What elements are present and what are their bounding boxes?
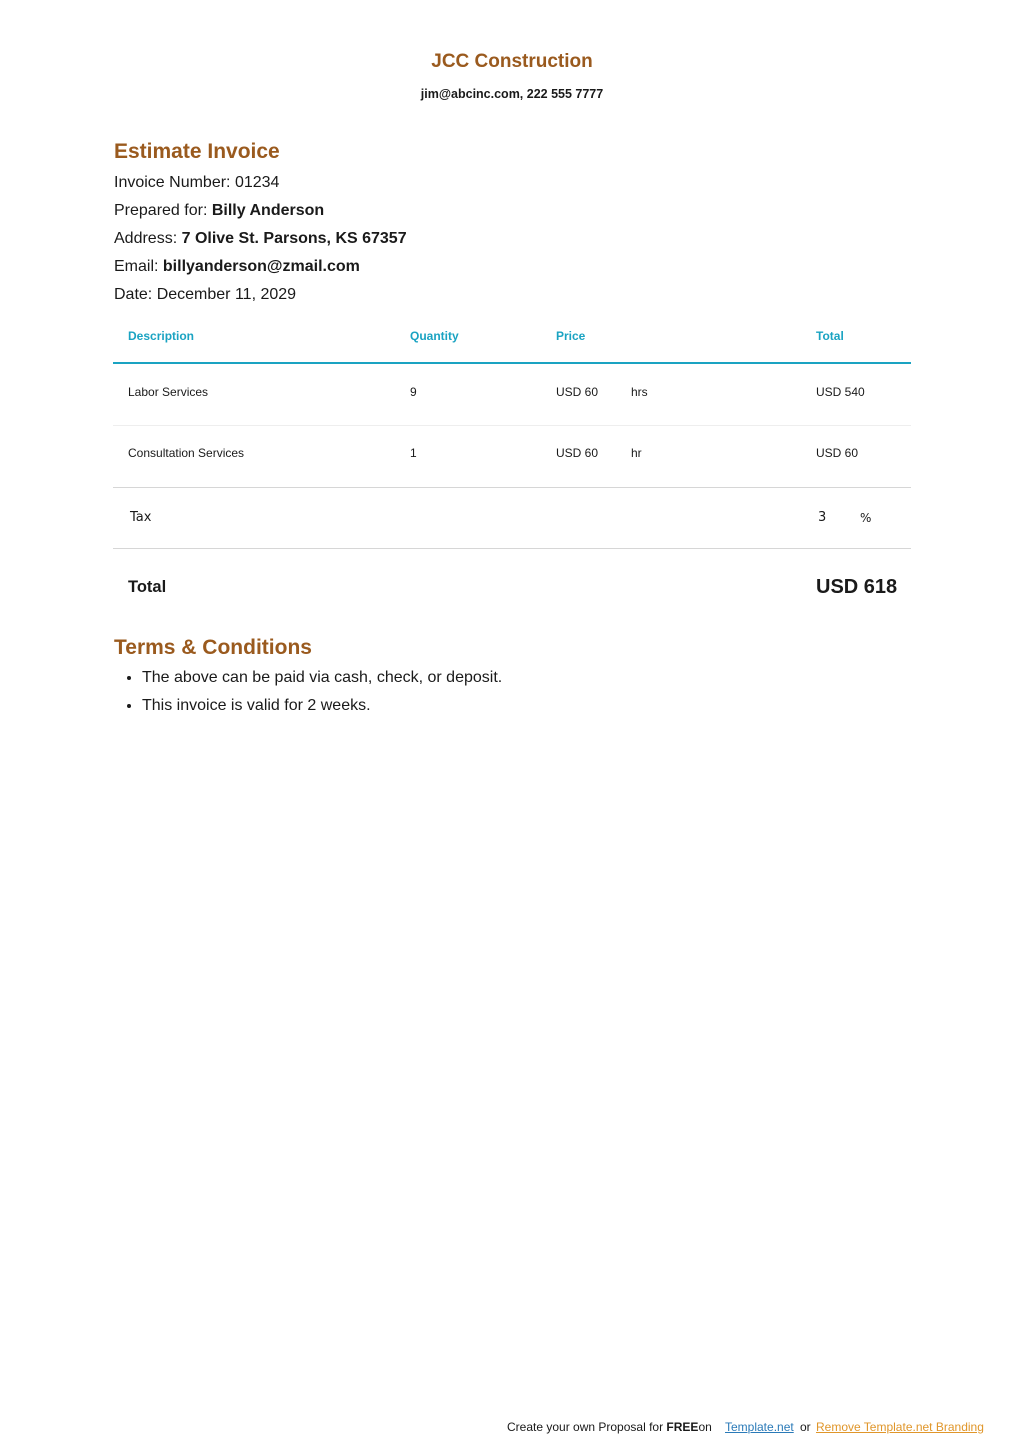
row-divider bbox=[113, 548, 911, 549]
header-total: Total bbox=[816, 329, 844, 343]
email-line bbox=[114, 258, 360, 276]
list-item: • The above can be paid via cash, check, or deposit. bbox=[142, 666, 502, 694]
footer-branding bbox=[507, 1420, 712, 1434]
terms-list bbox=[114, 666, 502, 722]
prepared-for-label: Prepared for: bbox=[114, 202, 208, 219]
row-divider bbox=[113, 487, 911, 488]
invoice-title: Estimate Invoice bbox=[114, 140, 280, 163]
header-divider bbox=[113, 362, 911, 364]
row-description: Consultation Services bbox=[128, 446, 245, 460]
row-unit: hr bbox=[631, 446, 642, 460]
address-label: Address: bbox=[114, 230, 178, 247]
tax-unit: % bbox=[860, 511, 872, 525]
company-contact: jim@abcinc.com, 222 555 7777 bbox=[420, 87, 604, 101]
row-quantity: 9 bbox=[410, 385, 417, 399]
invoice-number-label: Invoice Number: bbox=[114, 174, 231, 191]
footer-prefix: Create your own Proposal for bbox=[507, 1420, 667, 1434]
grand-total-value: USD 618 bbox=[816, 576, 898, 598]
prepared-for-name: Billy Anderson bbox=[211, 202, 325, 219]
address-value: 7 Olive St. Parsons, KS 67357 bbox=[181, 230, 407, 247]
header-quantity: Quantity bbox=[410, 329, 459, 343]
date-value: December 11, 2029 bbox=[156, 286, 297, 303]
row-description: Labor Services bbox=[128, 385, 209, 399]
footer-on: on bbox=[698, 1420, 712, 1434]
terms-title: Terms & Conditions bbox=[114, 636, 312, 659]
email-label: Email: bbox=[114, 258, 159, 275]
template-net-link[interactable]: Template.net bbox=[725, 1420, 794, 1434]
invoice-number-line bbox=[114, 174, 279, 192]
company-name: JCC Construction bbox=[431, 51, 593, 72]
row-price: USD 60 bbox=[556, 385, 599, 399]
date-label: Date: bbox=[114, 286, 153, 303]
list-item: • This invoice is valid for 2 weeks. bbox=[142, 694, 502, 722]
row-total: USD 540 bbox=[816, 385, 865, 399]
remove-branding-link[interactable]: Remove Template.net Branding bbox=[816, 1420, 984, 1434]
prepared-for-line bbox=[114, 202, 324, 220]
row-total: USD 60 bbox=[816, 446, 859, 460]
email-value: billyanderson@zmail.com bbox=[162, 258, 360, 275]
footer-free: FREE bbox=[666, 1420, 699, 1434]
row-quantity: 1 bbox=[410, 446, 417, 460]
address-line bbox=[114, 230, 407, 248]
header-description: Description bbox=[128, 329, 195, 343]
date-line bbox=[114, 286, 296, 304]
header-price: Price bbox=[556, 329, 586, 343]
invoice-number: 01234 bbox=[234, 174, 280, 191]
tax-label: Tax bbox=[130, 510, 152, 525]
tax-value: 3 bbox=[818, 510, 827, 525]
row-price: USD 60 bbox=[556, 446, 599, 460]
grand-total-label: Total bbox=[128, 578, 167, 596]
footer-or: or bbox=[800, 1420, 811, 1434]
row-divider bbox=[113, 425, 911, 426]
row-unit: hrs bbox=[631, 385, 648, 399]
